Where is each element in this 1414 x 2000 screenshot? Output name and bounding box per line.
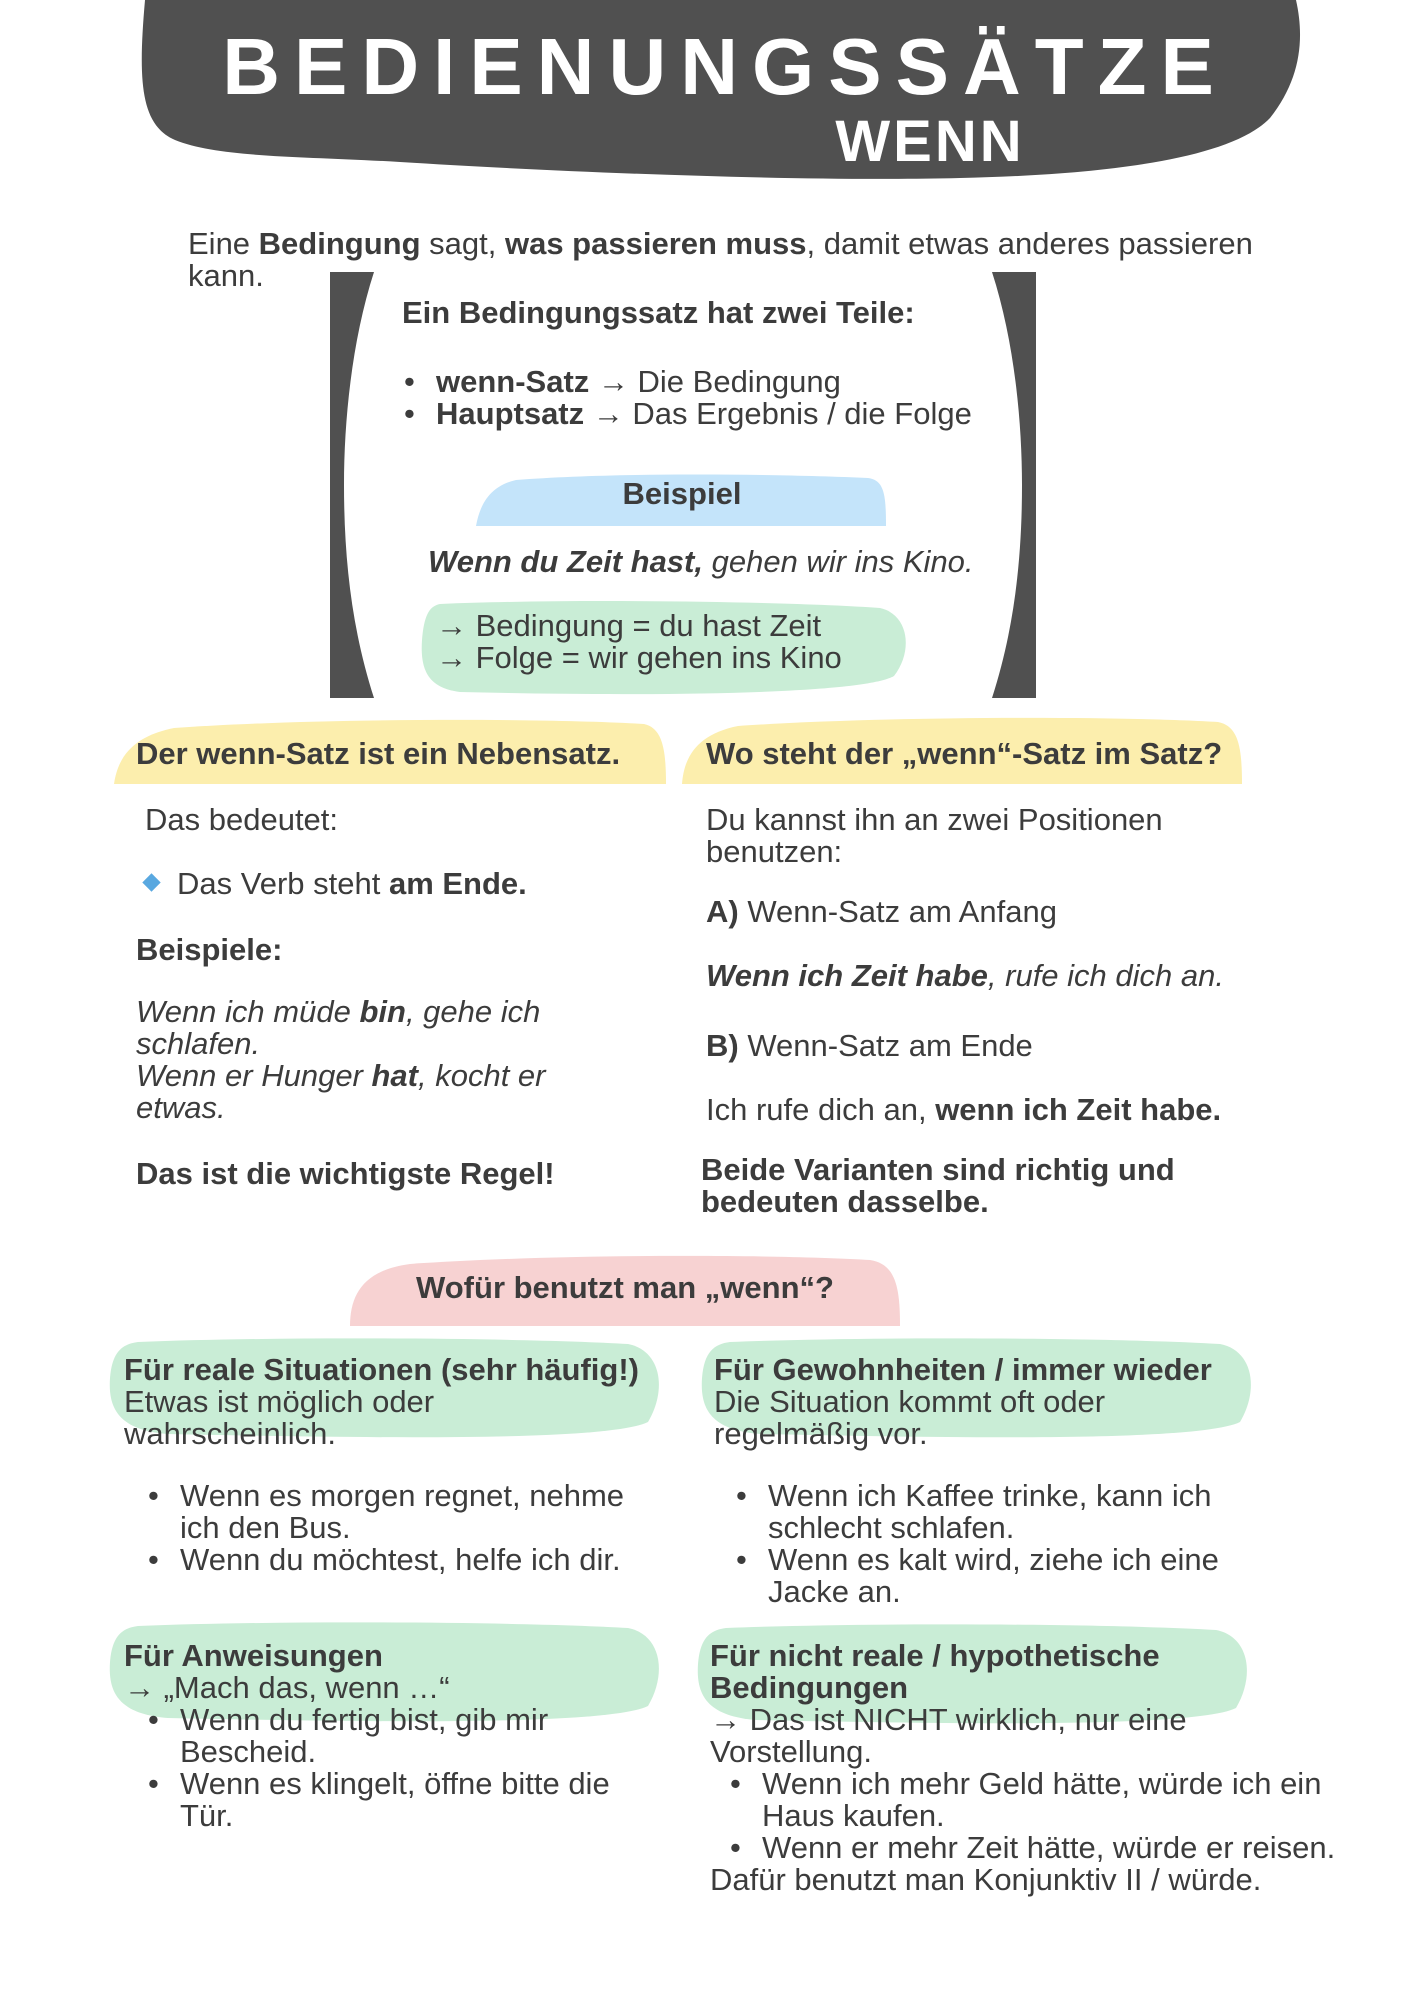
- left-bracket: [326, 270, 376, 700]
- habits-block: Für Gewohnheiten / immer wieder Die Situation kommt oft oder regelmäßig vor.: [714, 1352, 1212, 1451]
- hypothetical-list: [728, 1768, 1368, 1864]
- real-block: Für reale Situationen (sehr häufig!) Etwas ist möglich oder wahrscheinlich.: [124, 1352, 639, 1451]
- example-label: Beispiel: [622, 476, 742, 511]
- instructions-list: [146, 1704, 666, 1832]
- list-item: • Wenn ich Kaffee trinke, kann ich schlecht schlafen.: [734, 1480, 1294, 1544]
- hypothetical-block: Für nicht reale / hypothetische Bedingungen → Das ist NICHT wirklich, nur eine Vorstellung.: [710, 1638, 1187, 1769]
- diamond-icon: [142, 873, 160, 891]
- right-example-b: Ich rufe dich an, wenn ich Zeit habe.: [706, 1092, 1222, 1127]
- right-heading: Wo steht der „wenn“-Satz im Satz?: [706, 736, 1223, 771]
- list-item: • Wenn es morgen regnet, nehme ich den Bus.: [146, 1480, 666, 1544]
- right-bracket: [990, 270, 1040, 700]
- right-option-b: B) Wenn-Satz am Ende: [706, 1028, 1033, 1063]
- parts-heading: Ein Bedingungssatz hat zwei Teile:: [402, 295, 915, 330]
- example-explain: → Bedingung = du hast Zeit → Folge = wir gehen ins Kino: [436, 608, 842, 675]
- uses-heading: Wofür benutzt man „wenn“?: [416, 1270, 834, 1305]
- left-rule-note: Das ist die wichtigste Regel!: [136, 1156, 555, 1191]
- left-heading: Der wenn-Satz ist ein Nebensatz.: [136, 736, 621, 771]
- page-title: BEDIENUNGSSÄTZE: [222, 22, 1228, 111]
- list-item: • Wenn es klingelt, öffne bitte die Tür.: [146, 1768, 666, 1832]
- parts-list: [402, 366, 1002, 430]
- list-item: • Wenn du fertig bist, gib mir Bescheid.: [146, 1704, 666, 1768]
- right-intro: Du kannst ihn an zwei Positionen benutzen:: [706, 802, 1163, 869]
- list-item: • Wenn du möchtest, helfe ich dir.: [146, 1544, 666, 1576]
- left-examples: Wenn ich müde bin, gehe ich schlafen. Wenn er Hunger hat, kocht er etwas.: [136, 994, 546, 1125]
- list-item: • wenn-Satz → Die Bedingung: [402, 366, 1002, 398]
- left-examples-label: Beispiele:: [136, 932, 283, 967]
- list-item: • Wenn es kalt wird, ziehe ich eine Jacke an.: [734, 1544, 1294, 1608]
- real-list: [146, 1480, 666, 1576]
- list-item: • Hauptsatz → Das Ergebnis / die Folge: [402, 398, 1002, 430]
- hypothetical-footer: Dafür benutzt man Konjunktiv II / würde.: [710, 1862, 1262, 1897]
- right-option-a: A) Wenn-Satz am Anfang: [706, 894, 1057, 929]
- list-item: • Wenn er mehr Zeit hätte, würde er reisen.: [728, 1832, 1368, 1864]
- list-item: • Wenn ich mehr Geld hätte, würde ich ein Haus kaufen.: [728, 1768, 1368, 1832]
- intro-text: Eine Bedingung sagt, was passieren muss, damit etwas anderes passieren kann.: [188, 226, 1253, 293]
- page-subtitle: WENN: [835, 109, 1025, 174]
- right-note: Beide Varianten sind richtig und bedeuten dasselbe.: [701, 1152, 1175, 1219]
- left-rule: Das Verb steht am Ende.: [177, 866, 527, 901]
- right-example-a: Wenn ich Zeit habe, rufe ich dich an.: [706, 958, 1224, 993]
- habits-list: [734, 1480, 1294, 1608]
- example-sentence: Wenn du Zeit hast, gehen wir ins Kino.: [428, 544, 974, 579]
- left-intro: Das bedeutet:: [145, 802, 339, 837]
- instructions-block: Für Anweisungen → „Mach das, wenn …“: [124, 1638, 450, 1705]
